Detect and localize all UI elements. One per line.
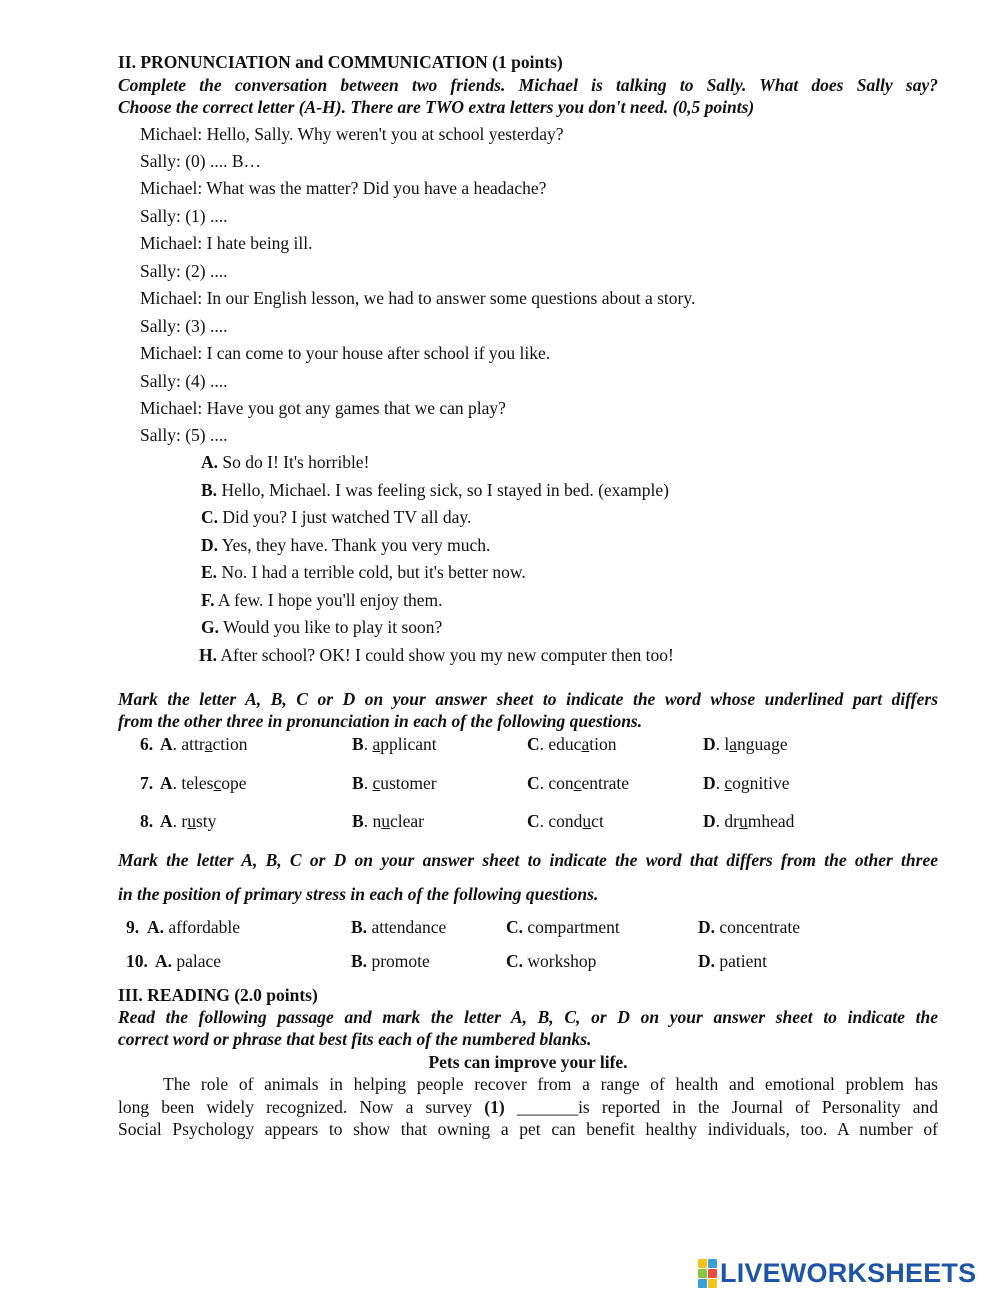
passage-title: Pets can improve your life. — [428, 1052, 628, 1072]
option-item[interactable]: D. language — [703, 734, 788, 754]
option-letter: C. — [506, 951, 524, 971]
question-number: 7. — [140, 773, 154, 793]
dialogue-line: Michael: Have you got any games that we can play? — [140, 398, 506, 418]
option-word: promote — [371, 951, 430, 971]
option-letter: B — [352, 734, 364, 754]
word-part: con — [548, 773, 574, 793]
option-item[interactable] — [698, 950, 767, 972]
option-word: concentrate — [719, 917, 801, 937]
option-text: Did you? I just watched TV all day. — [222, 507, 472, 527]
word-part: cond — [548, 811, 583, 831]
option-letter: C — [527, 734, 540, 754]
option-item[interactable] — [201, 616, 442, 638]
option-letter: B. — [351, 951, 368, 971]
dialogue-line: Michael: Hello, Sally. Why weren't you at school yesterday? — [140, 124, 564, 144]
option-item[interactable] — [201, 451, 369, 473]
word-part: tion — [589, 734, 617, 754]
option-letter: D — [703, 734, 716, 754]
underlined-part: a — [729, 734, 738, 754]
word-part: mhead — [747, 811, 795, 831]
option-letter: A. — [201, 452, 219, 472]
logo-icon — [698, 1259, 717, 1288]
logo-square — [708, 1259, 717, 1268]
option-text: Would you like to play it soon? — [223, 617, 443, 637]
option-item[interactable]: D. cognitive — [703, 773, 790, 793]
option-item[interactable] — [201, 479, 669, 501]
option-item[interactable] — [201, 534, 490, 556]
option-letter: B. — [201, 480, 218, 500]
option-letter: D. — [698, 917, 716, 937]
underlined-part: c — [724, 773, 733, 793]
liveworksheets-logo — [698, 1259, 976, 1287]
option-item[interactable]: C. education — [527, 734, 617, 754]
section-heading: II. PRONUNCIATION and COMMUNICATION (1 points) — [118, 52, 563, 72]
option-item[interactable] — [201, 561, 526, 583]
option-letter: D — [703, 773, 716, 793]
dialogue-line: Sally: (1) .... — [140, 206, 228, 226]
option-letter: D. — [201, 535, 219, 555]
underlined-part: a — [581, 734, 590, 754]
option-text: Yes, they have. Thank you very much. — [221, 535, 491, 555]
option-letter: B. — [351, 917, 368, 937]
option-item[interactable] — [199, 644, 674, 666]
instruction-line: Mark the letter A, B, C or D on your answer sheet to indicate the word that differs from the other three — [118, 850, 938, 870]
instruction-line: Read the following passage and mark the letter A, B, C, or D on your answer sheet to indicate the — [118, 1007, 938, 1027]
instruction-line: in the position of primary stress in each of the following questions. — [118, 884, 599, 904]
option-letter: A. — [155, 951, 173, 971]
option-item[interactable] — [698, 916, 800, 938]
option-item[interactable]: A. rusty — [160, 811, 217, 831]
option-item[interactable] — [506, 950, 596, 972]
question-number: 6. — [140, 734, 154, 754]
word-part: ction — [212, 734, 248, 754]
option-item[interactable] — [155, 950, 221, 972]
option-item[interactable]: B. applicant — [352, 734, 437, 754]
word-part: ustomer — [380, 773, 437, 793]
section-heading: III. READING (2.0 points) — [118, 985, 318, 1005]
dialogue-line: Michael: In our English lesson, we had to answer some questions about a story. — [140, 288, 696, 308]
option-letter: H. — [199, 645, 217, 665]
option-letter: A — [160, 773, 173, 793]
option-letter: D. — [698, 951, 716, 971]
logo-square — [698, 1269, 707, 1278]
dialogue-line: Sally: (5) .... — [140, 425, 228, 445]
blank-number: (1) — [484, 1097, 505, 1117]
option-item[interactable] — [351, 916, 446, 938]
option-item[interactable]: C. conduct — [527, 811, 604, 831]
option-item[interactable]: C. concentrate — [527, 773, 630, 793]
word-part: entrate — [581, 773, 630, 793]
logo-square — [698, 1279, 707, 1288]
logo-square — [698, 1259, 707, 1268]
dialogue-line: Michael: I hate being ill. — [140, 233, 313, 253]
option-item[interactable]: A. attraction — [160, 734, 248, 754]
option-letter: C — [527, 773, 540, 793]
instruction-line: Complete the conversation between two friends. Michael is talking to Sally. What does Sally say? — [118, 75, 938, 95]
option-text: Hello, Michael. I was feeling sick, so I stayed in bed. (example) — [221, 480, 670, 500]
word-part: teles — [181, 773, 214, 793]
option-letter: B — [352, 811, 364, 831]
dialogue-line: Michael: I can come to your house after school if you like. — [140, 343, 551, 363]
word-part: pplicant — [380, 734, 437, 754]
option-text: After school? OK! I could show you my new computer then too! — [220, 645, 674, 665]
word-part: dr — [724, 811, 739, 831]
option-item[interactable]: B. nuclear — [352, 811, 424, 831]
word-part: sty — [195, 811, 217, 831]
option-text: A few. I hope you'll enjoy them. — [217, 590, 443, 610]
word-part: educ — [548, 734, 582, 754]
word-part: ope — [221, 773, 247, 793]
dialogue-line: Sally: (4) .... — [140, 371, 228, 391]
underlined-part: u — [381, 811, 390, 831]
option-word: workshop — [527, 951, 597, 971]
option-item[interactable]: D. drumhead — [703, 811, 795, 831]
option-letter: G. — [201, 617, 219, 637]
blank[interactable]: _______ — [516, 1097, 579, 1117]
option-letter: A — [160, 734, 173, 754]
word-part: ct — [591, 811, 604, 831]
option-item[interactable] — [147, 916, 240, 938]
instruction-line: from the other three in pronunciation in each of the following questions. — [118, 711, 643, 731]
word-part: attr — [181, 734, 205, 754]
underlined-part: c — [213, 773, 222, 793]
option-word: affordable — [168, 917, 240, 937]
passage-text: is reported in the Journal of Personality and — [578, 1097, 939, 1117]
option-word: compartment — [527, 917, 620, 937]
word-part: n — [372, 811, 382, 831]
option-item[interactable] — [506, 916, 620, 938]
option-letter: F. — [201, 590, 215, 610]
instruction-line: Mark the letter A, B, C or D on your answer sheet to indicate the word whose underlined part differs — [118, 689, 938, 709]
option-letter: C. — [201, 507, 219, 527]
option-text: So do I! It's horrible! — [222, 452, 370, 472]
dialogue-line: Sally: (0) .... B… — [140, 151, 262, 171]
option-item[interactable] — [201, 589, 443, 611]
underlined-part: c — [372, 773, 381, 793]
dialogue-line: Sally: (2) .... — [140, 261, 228, 281]
underlined-part: a — [204, 734, 213, 754]
passage-line: The role of animals in helping people recover from a range of health and emotional problem has — [163, 1074, 938, 1094]
option-word: attendance — [371, 917, 447, 937]
passage-line — [118, 1096, 938, 1118]
word-part: clear — [389, 811, 424, 831]
underlined-part: c — [573, 773, 582, 793]
option-word: palace — [176, 951, 222, 971]
option-letter: A — [160, 811, 173, 831]
option-item[interactable] — [201, 506, 471, 528]
question-number: 8. — [140, 811, 154, 831]
option-letter: A. — [147, 917, 165, 937]
question-number: 9. — [126, 917, 140, 937]
option-text: No. I had a terrible cold, but it's better now. — [221, 562, 526, 582]
underlined-part: u — [582, 811, 592, 831]
option-letter: C. — [506, 917, 524, 937]
underlined-part: u — [738, 811, 748, 831]
passage-text: long been widely recognized. Now a survey — [118, 1097, 473, 1117]
dialogue-line: Sally: (3) .... — [140, 316, 228, 336]
option-letter: D — [703, 811, 716, 831]
underlined-part: a — [372, 734, 381, 754]
option-item[interactable]: B. customer — [352, 773, 437, 793]
option-letter: E. — [201, 562, 218, 582]
passage-line: Social Psychology appears to show that owning a pet can benefit healthy individuals, too. A number of — [118, 1119, 938, 1139]
question-number: 10. — [126, 951, 148, 971]
option-item[interactable]: A. telescope — [160, 773, 247, 793]
option-letter: B — [352, 773, 364, 793]
instruction-line: Choose the correct letter (A-H). There are TWO extra letters you don't need. (0,5 points) — [118, 97, 755, 117]
word-part: l — [724, 734, 730, 754]
logo-square — [708, 1269, 717, 1278]
logo-text: LIVEWORKSHEETS — [720, 1258, 977, 1288]
instruction-line: correct word or phrase that best fits each of the numbered blanks. — [118, 1029, 592, 1049]
option-item[interactable] — [351, 950, 430, 972]
underlined-part: u — [187, 811, 196, 831]
option-letter: C — [527, 811, 540, 831]
logo-square — [708, 1279, 717, 1288]
word-part: r — [181, 811, 188, 831]
word-part: ognitive — [732, 773, 790, 793]
dialogue-line: Michael: What was the matter? Did you have a headache? — [140, 178, 547, 198]
option-word: patient — [719, 951, 768, 971]
word-part: nguage — [737, 734, 788, 754]
